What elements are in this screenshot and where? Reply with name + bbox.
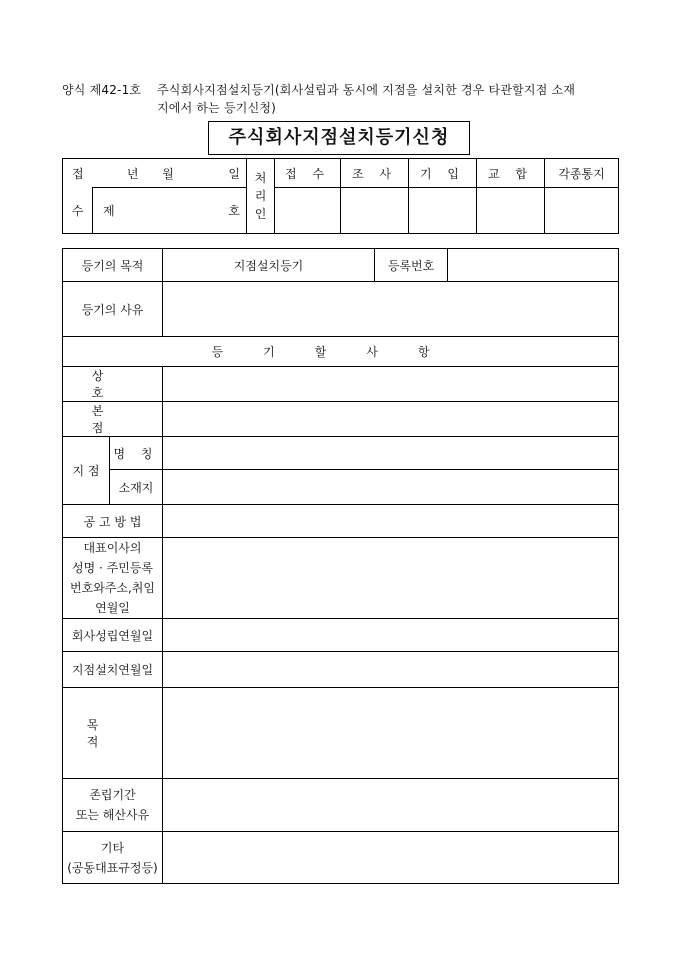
receipt-label-top: 접 <box>63 159 93 188</box>
receipt-col-5: 각종통지 <box>545 159 619 188</box>
branch-setup-date-field[interactable] <box>163 652 619 688</box>
objective-label: 목 적 <box>63 688 163 779</box>
receipt-col-3: 기 입 <box>409 159 477 188</box>
head-office-field[interactable] <box>163 402 619 437</box>
incorporation-date-field[interactable] <box>163 619 619 652</box>
duration-label-line1: 존립기간 <box>89 788 136 802</box>
receipt-number-blank[interactable] <box>143 188 194 234</box>
branch-location-field[interactable] <box>163 470 619 505</box>
rep-director-label <box>63 538 163 619</box>
other-label-line2: (공동대표규정등) <box>67 860 158 875</box>
other-label-line1: 기타 <box>100 840 125 855</box>
reg-no-field[interactable] <box>448 249 619 282</box>
reg-no-label: 등록번호 <box>375 249 448 282</box>
receipt-table <box>62 158 619 234</box>
form-number: 양식 제42-1호 <box>62 83 142 97</box>
receipt-label-bottom: 수 <box>63 188 93 234</box>
receipt-number-prefix: 제 <box>93 188 143 234</box>
duration-label-line2: 또는 해산사유 <box>75 808 150 822</box>
notice-method-field[interactable] <box>163 505 619 538</box>
branch-name-field[interactable] <box>163 437 619 470</box>
receipt-year-label: 년 <box>93 159 143 188</box>
form-description-line2: 지에서 하는 등기신청) <box>157 101 277 115</box>
receipt-cell-3[interactable] <box>409 188 477 234</box>
company-name-field[interactable] <box>163 367 619 402</box>
receipt-month-label: 월 <box>143 159 194 188</box>
receipt-cell-5[interactable] <box>545 188 619 234</box>
rep-director-label-line1: 대표이사의 <box>83 541 142 555</box>
receipt-col-4: 교 합 <box>477 159 545 188</box>
receipt-col-1: 접 수 <box>275 159 341 188</box>
reason-field[interactable] <box>163 282 619 337</box>
duration-label <box>63 779 163 832</box>
branch-label: 지 점 <box>63 437 110 505</box>
receipt-day-label: 일 <box>194 159 247 188</box>
form-description-line1: 주식회사지점설치등기(회사설립과 동시에 지점을 설치한 경우 타관할지점 소재 <box>157 83 576 97</box>
receipt-cell-1[interactable] <box>275 188 341 234</box>
other-field[interactable] <box>163 832 619 884</box>
processor-label: 처 리 인 <box>247 159 275 234</box>
section-header: 등기할사항 <box>63 337 619 367</box>
rep-director-label-line2: 성명 · 주민등록 <box>72 561 153 575</box>
registration-form-table <box>62 248 619 884</box>
objective-field[interactable] <box>163 688 619 779</box>
reason-label: 등기의 사유 <box>63 282 163 337</box>
duration-field[interactable] <box>163 779 619 832</box>
purpose-label: 등기의 목적 <box>63 249 163 282</box>
rep-director-field[interactable] <box>163 538 619 619</box>
branch-setup-date-label: 지점설치연월일 <box>63 652 163 688</box>
purpose-value: 지점설치등기 <box>163 249 375 282</box>
receipt-cell-2[interactable] <box>341 188 409 234</box>
rep-director-label-line4: 연월일 <box>95 601 130 615</box>
receipt-col-2: 조 사 <box>341 159 409 188</box>
page-title: 주식회사지점설치등기신청 <box>208 121 470 155</box>
rep-director-label-line3: 번호와주소,취임 <box>70 581 155 595</box>
incorporation-date-label: 회사성립연월일 <box>63 619 163 652</box>
other-label <box>63 832 163 884</box>
company-name-label: 상 호 <box>63 367 163 402</box>
branch-location-label: 소재지 <box>110 470 163 505</box>
notice-method-label: 공 고 방 법 <box>63 505 163 538</box>
head-office-label: 본 점 <box>63 402 163 437</box>
branch-name-label: 명 칭 <box>110 437 163 470</box>
receipt-number-suffix: 호 <box>194 188 247 234</box>
receipt-cell-4[interactable] <box>477 188 545 234</box>
